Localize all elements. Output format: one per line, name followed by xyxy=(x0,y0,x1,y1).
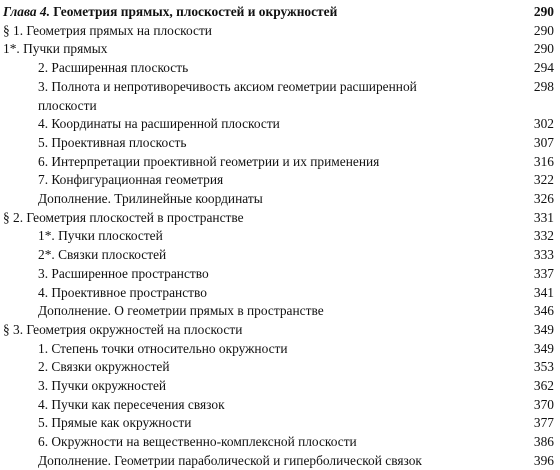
toc-entry-title: 3. Полнота и непротиворечивость аксиом геометрии расширенной xyxy=(38,78,417,94)
toc-entry-page: 386 xyxy=(533,434,554,450)
toc-entry-title: 2. Связки окружностей xyxy=(38,359,170,375)
chapter-page: 290 xyxy=(533,4,554,19)
toc-entry xyxy=(0,433,560,452)
toc-entry-page: 316 xyxy=(533,153,554,169)
chapter-heading xyxy=(0,3,560,22)
toc-entry xyxy=(0,265,560,284)
toc-entry xyxy=(0,153,560,172)
toc-entry-title: 2. Расширенная плоскость xyxy=(38,60,189,76)
toc-entry-title: 5. Проективная плоскость xyxy=(38,134,187,150)
toc-entry-title: 1. Степень точки относительно окружности xyxy=(38,340,288,356)
toc-entry-title: 6. Интерпретации проективной геометрии и их применения xyxy=(38,153,380,169)
chapter-label: Глава 4. xyxy=(3,4,50,19)
toc-entry xyxy=(0,246,560,265)
toc-entry-page: 331 xyxy=(533,209,554,225)
toc-entry-title: § 1. Геометрия прямых на плоскости xyxy=(3,22,212,38)
toc-entry xyxy=(0,340,560,359)
toc-entry-title: Дополнение. Геометрии параболической и гиперболической связок xyxy=(38,452,422,468)
toc-entry-title: 6. Окружности на вещественно-комплексной плоскости xyxy=(38,434,357,450)
toc-entry-title: 4. Пучки как пересечения связок xyxy=(38,396,225,412)
toc-entry xyxy=(0,227,560,246)
toc-entry xyxy=(0,377,560,396)
toc-entry xyxy=(0,414,560,433)
toc-entry xyxy=(0,59,560,78)
toc-entry-page: 290 xyxy=(533,22,554,38)
toc-entry xyxy=(0,22,560,41)
toc-entry-title: 7. Конфигурационная геометрия xyxy=(38,172,224,188)
toc-entry xyxy=(0,284,560,303)
toc-entry-title: Дополнение. О геометрии прямых в пространстве xyxy=(38,303,324,319)
toc-entry xyxy=(0,97,560,116)
toc-entry-title: 4. Координаты на расширенной плоскости xyxy=(38,116,280,132)
toc-entry-title: 2*. Связки плоскостей xyxy=(38,247,167,263)
toc-entry-page: 341 xyxy=(533,284,554,300)
toc-entry xyxy=(0,115,560,134)
toc-entry-page: 377 xyxy=(533,415,554,431)
toc-entry-page: 326 xyxy=(533,191,554,206)
toc-entry xyxy=(0,40,560,59)
toc-entry-title: § 3. Геометрия окружностей на плоскости xyxy=(3,321,243,337)
toc-entry-title: 4. Проективное пространство xyxy=(38,284,207,300)
toc-entry-page: 307 xyxy=(533,134,554,150)
toc-entry-title: 1*. Пучки плоскостей xyxy=(38,228,163,244)
toc-entry-page: 332 xyxy=(533,228,554,244)
toc-entry xyxy=(0,78,560,97)
toc-entry-page: 337 xyxy=(533,265,554,281)
toc-entry xyxy=(0,171,560,190)
toc-entry-title: 3. Пучки окружностей xyxy=(38,378,167,393)
toc-entry-title: 3. Расширенное пространство xyxy=(38,265,209,281)
toc-entry-page: 294 xyxy=(533,60,554,76)
toc-entry xyxy=(0,302,560,321)
toc-entry xyxy=(0,134,560,153)
toc-entry xyxy=(0,321,560,340)
toc-entry-title: Дополнение. Трилинейные координаты xyxy=(38,191,263,206)
toc-entry-title: 1*. Пучки прямых xyxy=(3,41,108,57)
toc-entry-title: 5. Прямые как окружности xyxy=(38,415,192,431)
toc-entry-page: 349 xyxy=(533,340,554,356)
toc-entry-page: 370 xyxy=(533,396,554,412)
chapter-name: Геометрия прямых, плоскостей и окружностей xyxy=(53,4,338,19)
toc-entry xyxy=(0,396,560,415)
toc-entry-page: 353 xyxy=(533,359,554,375)
toc-entry xyxy=(0,452,560,470)
toc-entry-page: 346 xyxy=(533,303,554,319)
toc-entry-title: плоскости xyxy=(38,97,97,113)
toc-entry-page: 302 xyxy=(533,116,554,132)
toc-entry-title: § 2. Геометрия плоскостей в пространстве xyxy=(3,209,244,225)
toc-entry xyxy=(0,190,560,209)
chapter-title xyxy=(3,3,337,22)
toc-entry-page: 298 xyxy=(533,78,554,94)
toc-entry-page: 349 xyxy=(533,321,554,337)
toc-entry-page: 333 xyxy=(533,247,554,263)
toc-entry-page: 290 xyxy=(533,41,554,57)
toc-entry-page: 322 xyxy=(533,172,554,188)
toc-entry-page: 396 xyxy=(533,452,554,468)
toc-entry xyxy=(0,358,560,377)
toc-entry xyxy=(0,209,560,228)
toc-entry-page: 362 xyxy=(533,378,554,393)
